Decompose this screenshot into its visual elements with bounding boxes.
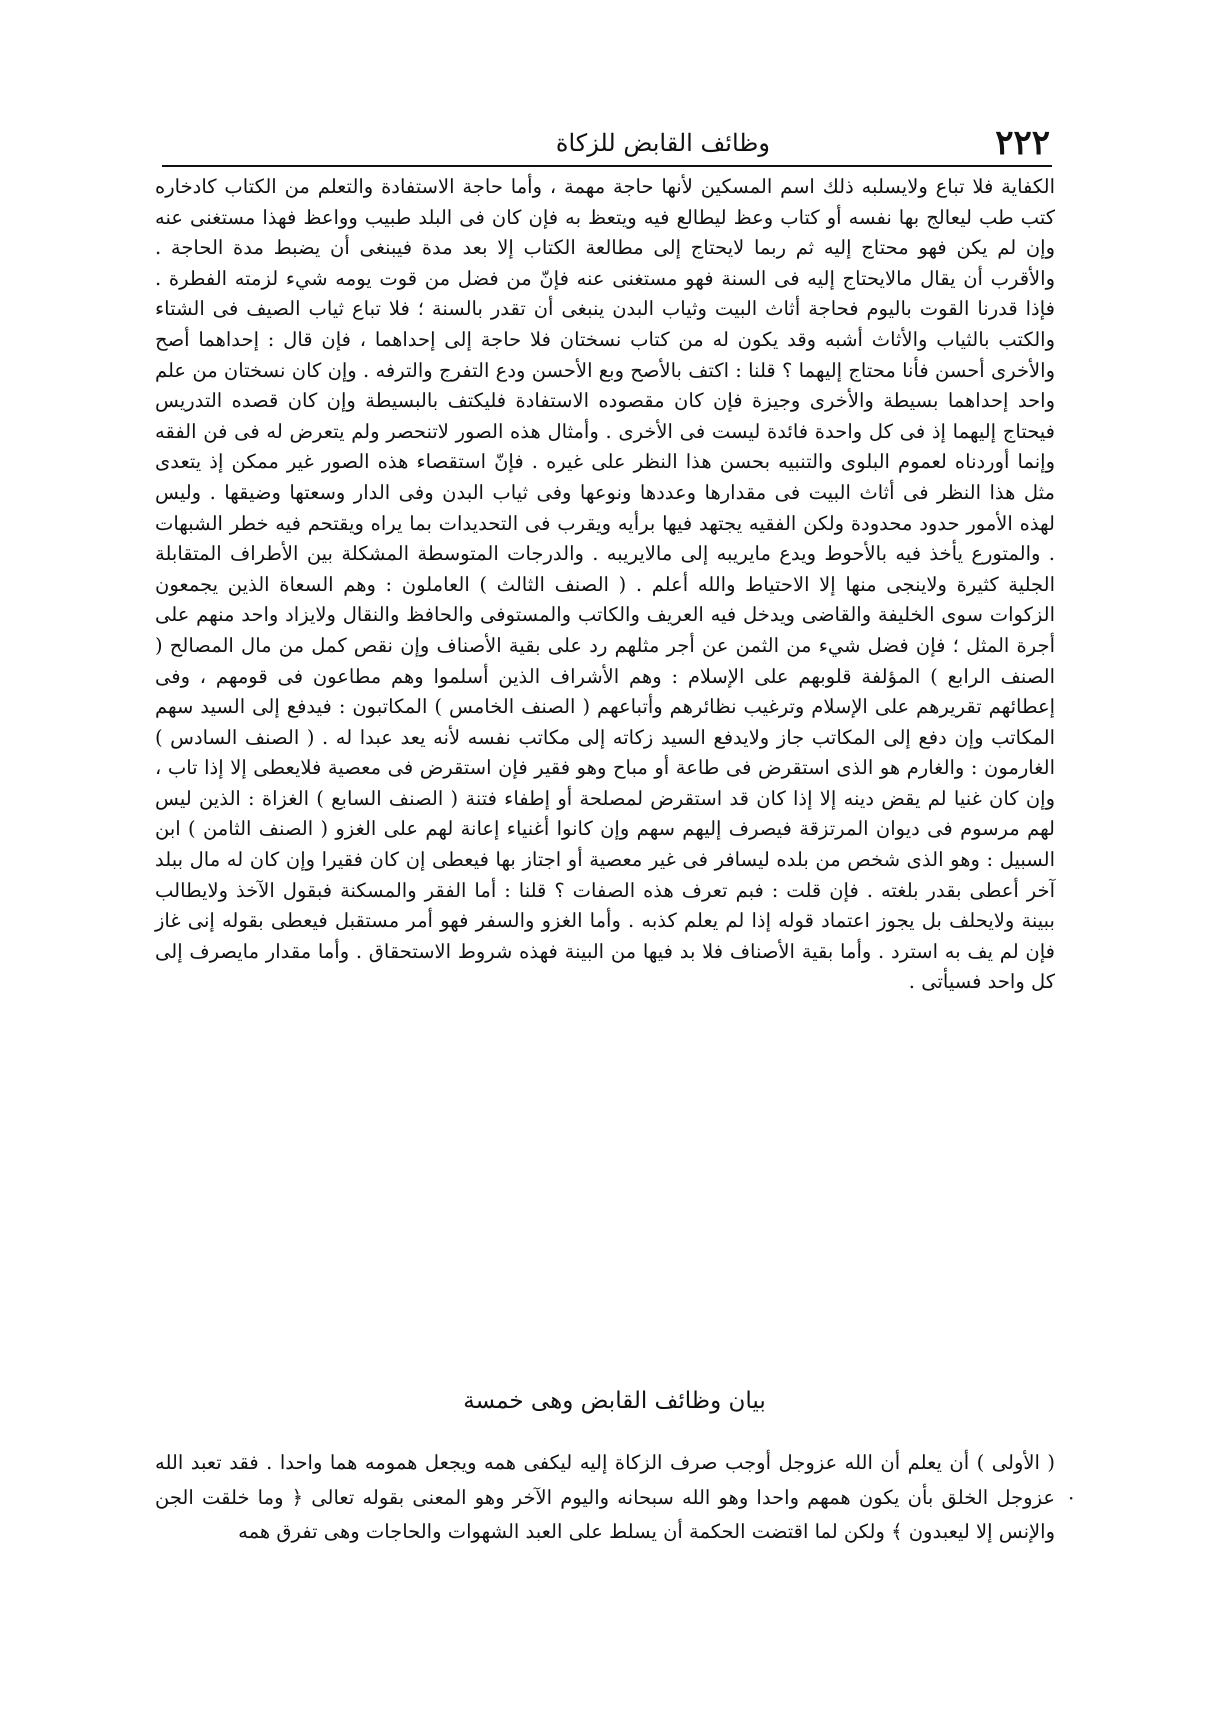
section-text-block	[155, 1446, 1055, 1550]
header-divider	[162, 165, 1052, 167]
margin-mark: ·	[1068, 1486, 1075, 1510]
section-paragraph: ( الأولى ) أن يعلم أن الله عزوجل أوجب صرف الزكاة إليه ليكفى همه ويجعل همومه هما واحدا . فقد تعبد الله عزوجل الخلق بأن يكون همهم واحدا وهو الله سبحانه واليوم الآخر وهو المعنى بقوله تعالى ﴿ وما خلقت الجن والإنس إلا ليعبدون ﴾ ولكن لما اقتضت الحكمة أن يسلط على العبد الشهوات والحاجات وهى تفرق همه	[155, 1451, 1055, 1543]
running-title: وظائف القابض للزكاة	[555, 129, 770, 157]
section-heading-text: بيان وظائف القابض وهى خمسة	[463, 1388, 766, 1414]
main-text-block	[155, 172, 1055, 998]
page-header	[178, 118, 1050, 168]
section-heading	[0, 1386, 1205, 1416]
page-number: ٢٢٢	[995, 123, 1050, 163]
main-paragraph: الكفاية فلا تباع ولايسلبه ذلك اسم المسكين لأنها حاجة مهمة ، وأما حاجة الاستفادة والتعلم من الكتاب كادخاره كتب طب ليعالج بها نفسه أو كتاب وعظ ليطالع فيه ويتعظ به فإن كان فى البلد طبيب وواعظ فهذا مستغنى عنه وإن لم يكن فهو محتاج إليه ثم ربما لايحتاج إلى مطالعة الكتاب إلا بعد مدة فيبنغى أن يضبط مدة الحاجة . والأقرب أن يقال مالايحتاج إليه فى السنة فهو مستغنى عنه فإنّ من فضل من قوت يومه شيء لزمته الفطرة . فإذا قدرنا القوت باليوم فحاجة أثاث البيت وثياب البدن ينبغى أن تقدر بالسنة ؛ فلا تباع ثياب الصيف فى الشتاء والكتب بالثياب والأثاث أشبه وقد يكون له من كتاب نسختان فلا حاجة إلى إحداهما ، فإن قال : إحداهما أصح والأخرى أحسن فأنا محتاج إليهما ؟ قلنا : اكتف بالأصح وبع الأحسن ودع التفرج والترفه . وإن كان نسختان من علم واحد إحداهما بسيطة والأخرى وجيزة فإن كان مقصوده الاستفادة فليكتف بالبسيطة وإن كان قصده التدريس فيحتاج إليهما إذ فى كل واحدة فائدة ليست فى الأخرى . وأمثال هذه الصور لاتنحصر ولم يتعرض له فى فن الفقه وإنما أوردناه لعموم البلوى والتنبيه بحسن هذا النظر على غيره . فإنّ استقصاء هذه الصور غير ممكن إذ يتعدى مثل هذا النظر فى أثاث البيت فى مقدارها وعددها ونوعها وفى ثياب البدن وفى الدار وسعتها وضيقها . وليس لهذه الأمور حدود محدودة ولكن الفقيه يجتهد فيها برأيه ويقرب فى التحديدات بما يراه ويقتحم فيه خطر الشبهات . والمتورع يأخذ فيه بالأحوط ويدع مايريبه إلى مالايريبه . والدرجات المتوسطة المشكلة بين الأطراف المتقابلة الجلية كثيرة ولاينجى منها إلا الاحتياط والله أعلم . ( الصنف الثالث ) العاملون : وهم السعاة الذين يجمعون الزكوات سوى الخليفة والقاضى ويدخل فيه العريف والكاتب والمستوفى والحافظ والنقال ولايزاد واحد منهم على أجرة المثل ؛ فإن فضل شيء من الثمن عن أجر مثلهم رد على بقية الأصناف وإن نقص كمل من مال المصالح ( الصنف الرابع ) المؤلفة قلوبهم على الإسلام : وهم الأشراف الذين أسلموا وهم مطاعون فى قومهم ، وفى إعطائهم تقريرهم على الإسلام وترغيب نظائرهم وأتباعهم ( الصنف الخامس ) المكاتبون : فيدفع إلى السيد سهم المكاتب وإن دفع إلى المكاتب جاز ولايدفع السيد زكاته إلى مكاتب نفسه لأنه يعد عبدا له . ( الصنف السادس ) الغارمون : والغارم هو الذى استقرض فى طاعة أو مباح وهو فقير فإن استقرض فى معصية فلايعطى إلا إذا تاب ، وإن كان غنيا لم يقض دينه إلا إذا كان قد استقرض لمصلحة أو إطفاء فتنة ( الصنف السابع ) الغزاة : الذين ليس لهم مرسوم فى ديوان المرتزقة فيصرف إليهم سهم وإن كانوا أغنياء إعانة لهم على الغزو ( الصنف الثامن ) ابن السبيل : وهو الذى شخص من بلده ليسافر فى غير معصية أو اجتاز بها فيعطى إن كان فقيرا وإن كان له مال ببلد آخر أعطى بقدر بلغته . فإن قلت : فبم تعرف هذه الصفات ؟ قلنا : أما الفقر والمسكنة فبقول الآخذ ولايطالب ببينة ولايحلف بل يجوز اعتماد قوله إذا لم يعلم كذبه . وأما الغزو والسفر فهو أمر مستقبل فيعطى بقوله إنى غاز فإن لم يف به استرد . وأما بقية الأصناف فلا بد فيها من البينة فهذه شروط الاستحقاق . وأما مقدار مايصرف إلى كل واحد فسيأتى .	[155, 175, 1055, 994]
